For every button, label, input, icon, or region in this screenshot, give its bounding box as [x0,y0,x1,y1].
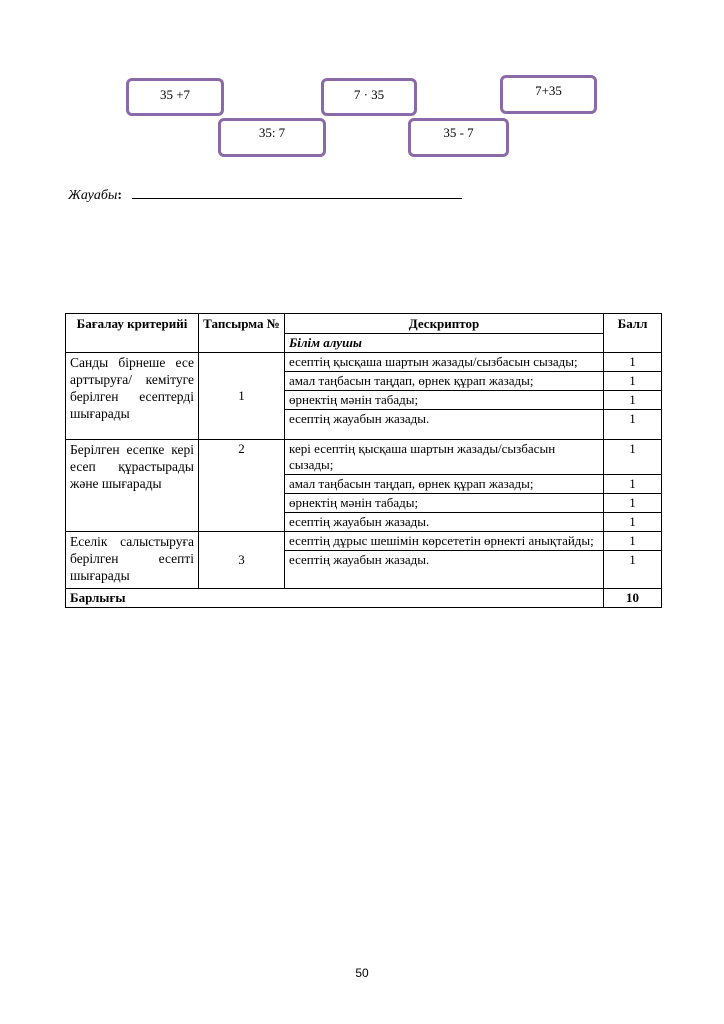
table-header-row [66,314,662,334]
total-label: Барлығы [66,589,604,608]
criteria-cell: Берілген есепке кері есеп құрастырады және шығарады [66,440,199,532]
header-criteria: Бағалау критерийі [66,314,199,353]
expression-card[interactable]: 7+35 [500,75,597,114]
score-cell: 1 [604,353,662,372]
header-task: Тапсырма № [199,314,285,353]
score-cell: 1 [604,551,662,589]
expression-card[interactable]: 35: 7 [218,118,326,157]
descriptor-cell: есептің жауабын жазады. [285,513,604,532]
answer-label: Жауабы [68,188,118,203]
subheader-learner: Білім алушы [285,334,604,353]
page-number: 50 [355,966,369,980]
expression-card[interactable]: 35 +7 [126,78,224,116]
descriptor-cell: амал таңбасын таңдап, өрнек құрап жазады; [285,372,604,391]
score-cell: 1 [604,475,662,494]
score-cell: 1 [604,532,662,551]
task-number: 2 [199,440,285,532]
descriptor-cell: есептің жауабын жазады. [285,410,604,440]
descriptor-cell: есептің дұрыс шешімін көрсететін өрнекті анықтайды; [285,532,604,551]
score-cell: 1 [604,372,662,391]
table-row [66,353,662,372]
assessment-table [65,313,662,608]
task-number: 3 [199,532,285,589]
score-cell: 1 [604,494,662,513]
score-cell: 1 [604,513,662,532]
criteria-cell: Санды бірнеше есе арттыруға/ кемітуге берілген есептерді шығарады [66,353,199,440]
table-row [66,532,662,551]
task-number: 1 [199,353,285,440]
score-cell: 1 [604,391,662,410]
expression-card[interactable]: 35 - 7 [408,118,509,157]
criteria-cell: Еселік салыстыруға берілген есепті шығарады [66,532,199,589]
answer-blank[interactable] [132,186,462,199]
header-descriptor: Дескриптор [285,314,604,334]
header-score: Балл [604,314,662,353]
total-value: 10 [604,589,662,608]
table-row [66,440,662,475]
descriptor-cell: есептің қысқаша шартын жазады/сызбасын сызады; [285,353,604,372]
total-row [66,589,662,608]
descriptor-cell: өрнектің мәнін табады; [285,391,604,410]
score-cell: 1 [604,440,662,475]
answer-colon: : [117,188,123,203]
answer-line [68,186,462,204]
descriptor-cell: амал таңбасын таңдап, өрнек құрап жазады; [285,475,604,494]
descriptor-cell: кері есептің қысқаша шартын жазады/сызбасын сызады; [285,440,604,475]
score-cell: 1 [604,410,662,440]
descriptor-cell: өрнектің мәнін табады; [285,494,604,513]
descriptor-cell: есептің жауабын жазады. [285,551,604,589]
expression-card[interactable]: 7 · 35 [321,78,417,116]
